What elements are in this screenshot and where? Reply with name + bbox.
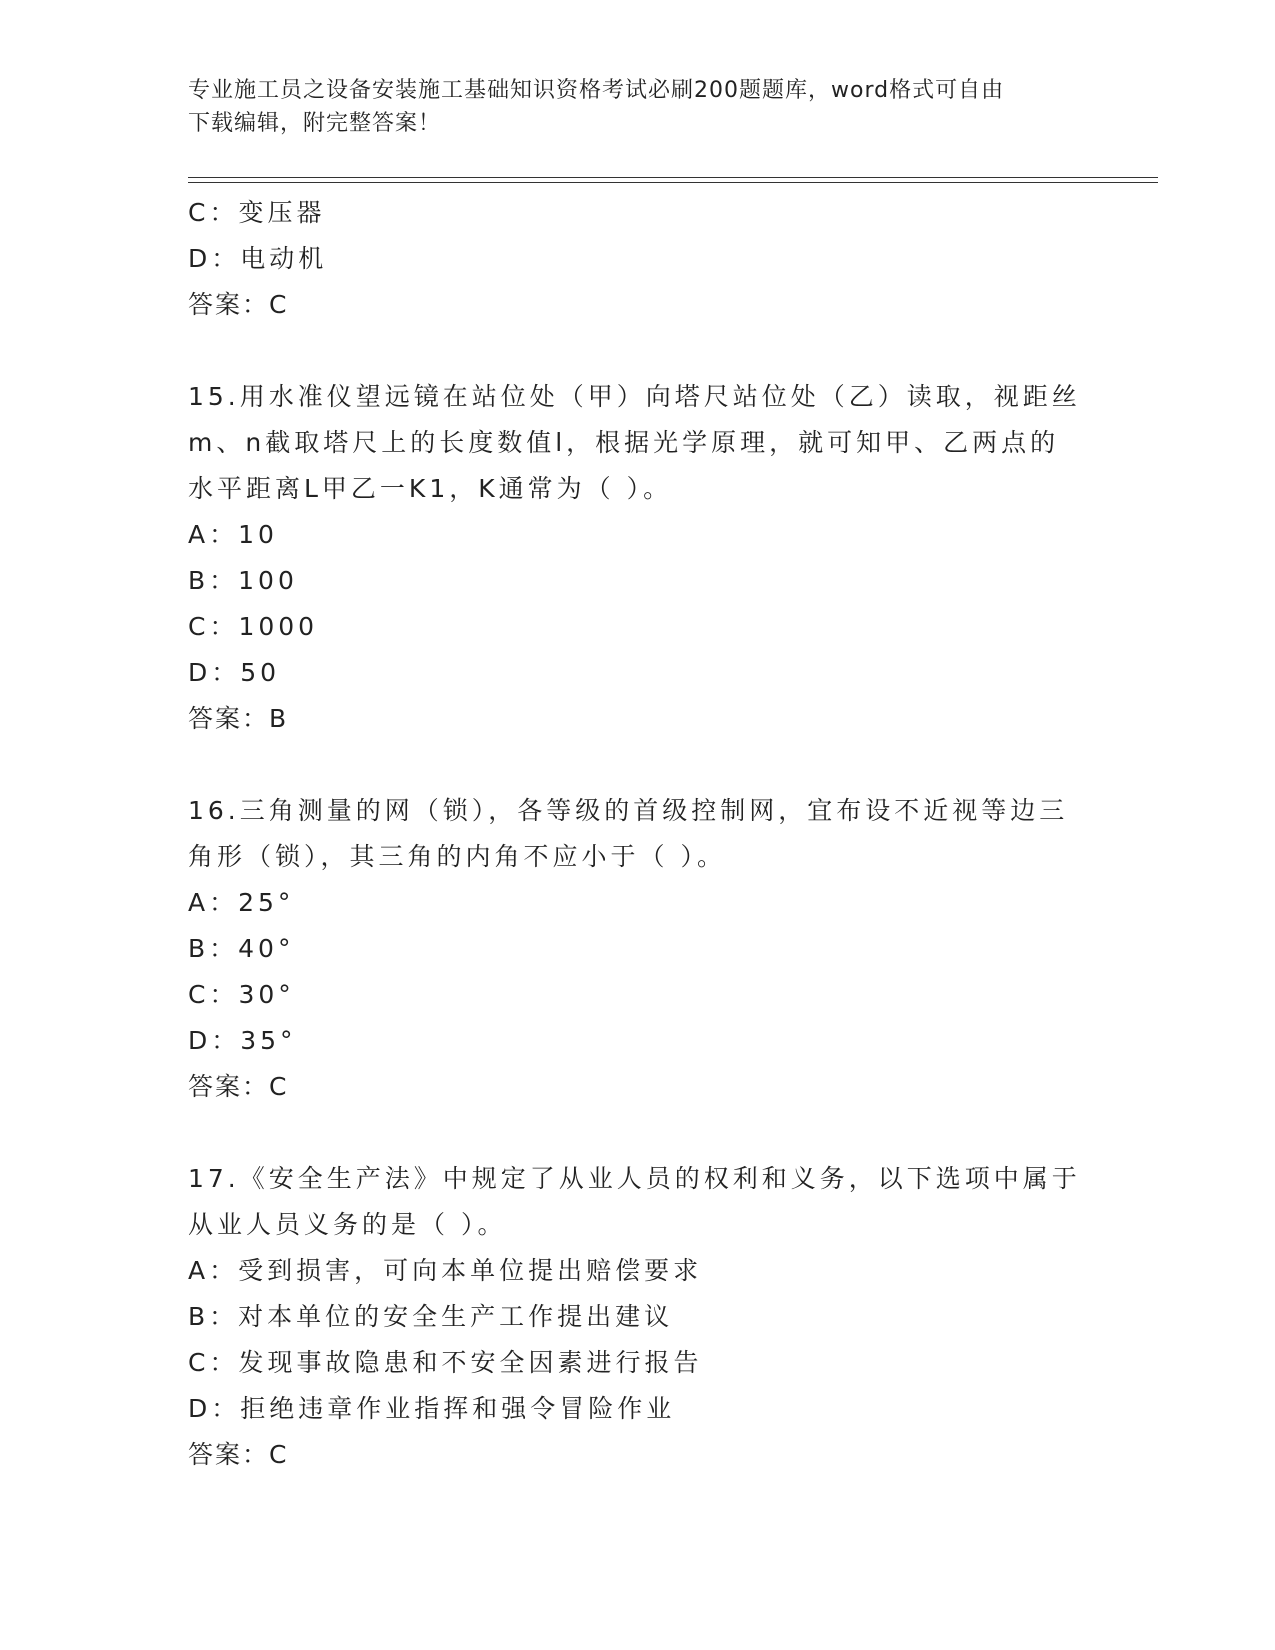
option-b: B：对本单位的安全生产工作提出建议 — [188, 1302, 674, 1331]
option-c: C：1000 — [188, 612, 319, 641]
header-line-2: 下载编辑，附完整答案！ — [188, 111, 442, 136]
spacer — [188, 742, 1088, 788]
answer-line: 答案：C — [188, 290, 289, 319]
header-rule-top — [188, 177, 1158, 178]
question-text-line: 水平距离L甲乙一K1，K通常为（ ）。 — [188, 474, 673, 503]
previous-question-tail — [188, 190, 1088, 328]
option-b: B：40° — [188, 934, 295, 963]
spacer — [188, 328, 1088, 374]
answer-line: 答案：C — [188, 1072, 289, 1101]
question-text-line: 15.用水准仪望远镜在站位处（甲）向塔尺站位处（乙）读取，视距丝 — [188, 382, 1081, 411]
answer-line: 答案：C — [188, 1440, 289, 1469]
question-17 — [188, 1156, 1088, 1478]
header-rule-bottom — [188, 182, 1158, 183]
option-c: C：变压器 — [188, 198, 326, 227]
answer-line: 答案：B — [188, 704, 289, 733]
header-line-1: 专业施工员之设备安装施工基础知识资格考试必刷200题题库，word格式可自由 — [188, 78, 1005, 103]
option-c: C：30° — [188, 980, 295, 1009]
option-a: A：25° — [188, 888, 295, 917]
option-c: C：发现事故隐患和不安全因素进行报告 — [188, 1348, 703, 1377]
question-15 — [188, 374, 1088, 742]
question-text-line: m、n截取塔尺上的长度数值l，根据光学原理，就可知甲、乙两点的 — [188, 428, 1060, 457]
question-text-line: 17.《安全生产法》中规定了从业人员的权利和义务，以下选项中属于 — [188, 1164, 1081, 1193]
question-text-line: 从业人员义务的是（ ）。 — [188, 1210, 507, 1239]
option-d: D：35° — [188, 1026, 297, 1055]
question-16 — [188, 788, 1088, 1110]
question-text-line: 角形（锁），其三角的内角不应小于（ ）。 — [188, 842, 726, 871]
spacer — [188, 1110, 1088, 1156]
option-a: A：10 — [188, 520, 278, 549]
option-b: B：100 — [188, 566, 298, 595]
option-a: A：受到损害，可向本单位提出赔偿要求 — [188, 1256, 703, 1285]
option-d: D：电动机 — [188, 244, 328, 273]
question-content — [188, 190, 1088, 1478]
document-header — [188, 74, 1068, 140]
option-d: D：拒绝违章作业指挥和强令冒险作业 — [188, 1394, 676, 1423]
option-d: D：50 — [188, 658, 281, 687]
question-text-line: 16.三角测量的网（锁），各等级的首级控制网，宜布设不近视等边三 — [188, 796, 1069, 825]
